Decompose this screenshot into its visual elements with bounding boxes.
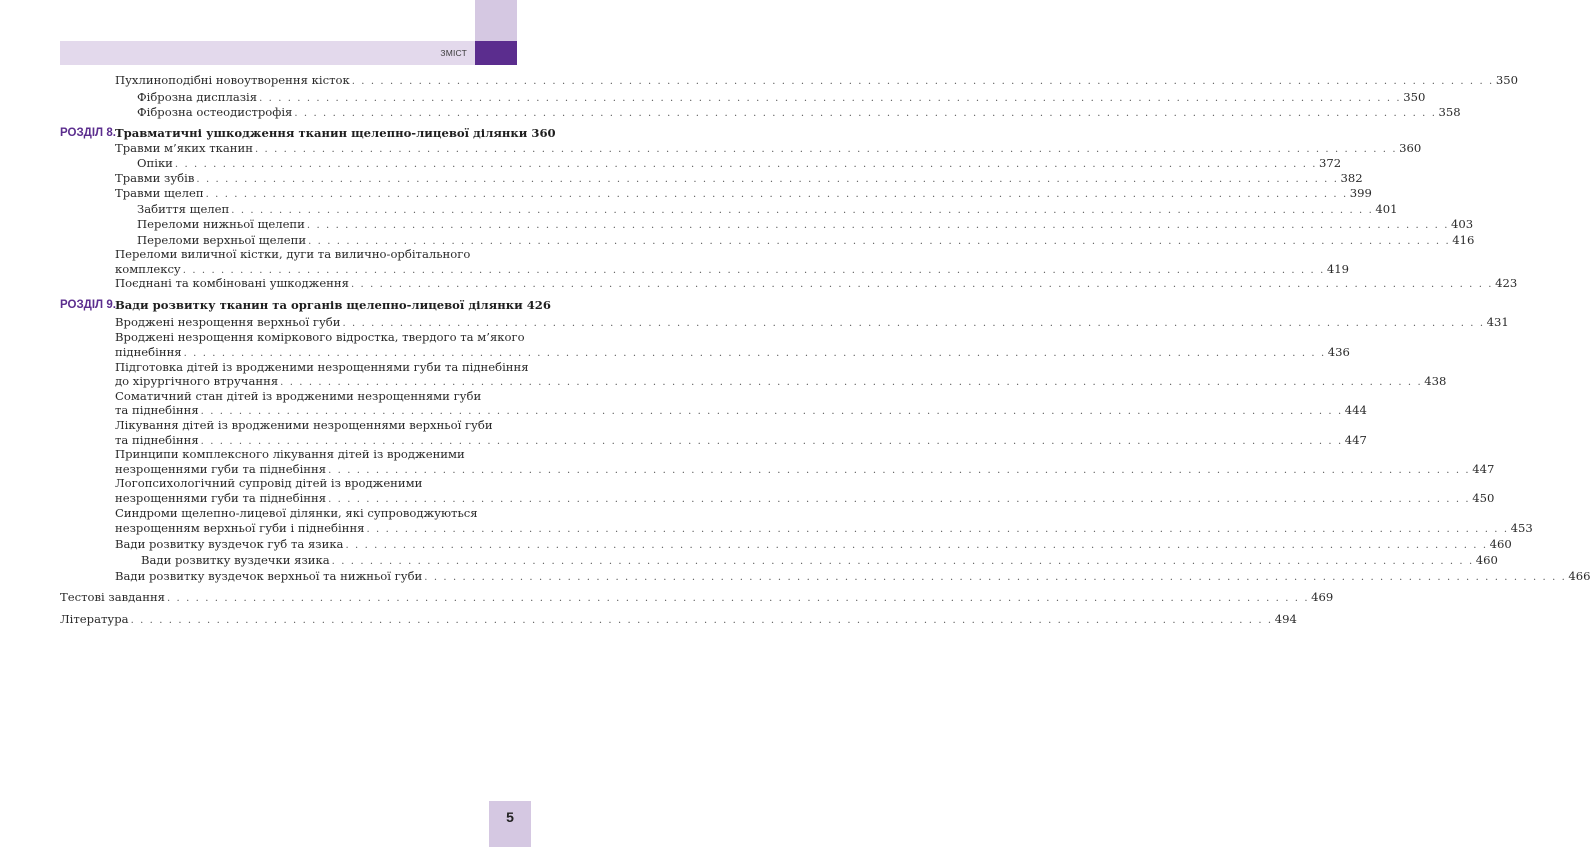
- entry-page-number: 419: [1326, 262, 1350, 276]
- entry-page-number: 403: [1451, 217, 1474, 231]
- dot-leader: . . . . . . . . . . . . . . . . . . . . . . . . . . . . . . . . . . . . . . . . . . . . . . . . . . . . . . . . . . . . . . . . . . . . . . . . . . . . . . . . . . . . . . . . . . . . . . . . . . . . . . . . . . . . . . . . . . . . . . . .: [328, 465, 1471, 476]
- section-label: ЗМІСТ: [440, 48, 467, 58]
- entry-title: Логопсихологічний супровід дітей із вродженими: [115, 476, 423, 490]
- toc-entry[interactable]: [115, 141, 1422, 156]
- entry-title: Травми м’яких тканин: [115, 141, 253, 155]
- dot-leader: . . . . . . . . . . . . . . . . . . . . . . . . . . . . . . . . . . . . . . . . . . . . . . . . . . . . . . . . . . . . . . . . . . . . . . . . . . . . . . . . . . . . . . . . . . . . . . . . . . . . . . . . . . . . . . . . . . . . . . . .: [200, 436, 1343, 447]
- entry-page-number: 469: [1311, 590, 1334, 604]
- entry-title: піднебіння: [115, 345, 182, 359]
- entry-title: Переломи нижньої щелепи: [137, 217, 305, 231]
- entry-title: Вади розвитку вуздечок верхньої та нижньої губи: [115, 569, 423, 583]
- entry-title: Фіброзна дисплазія: [137, 90, 258, 104]
- entry-page-number: 401: [1375, 202, 1398, 216]
- chapter-label: РОЗДІЛ 9.: [60, 299, 116, 311]
- toc-entry[interactable]: [115, 360, 529, 375]
- entry-title: Вади розвитку тканин та органів щелепно-лицевої ділянки: [115, 298, 523, 312]
- dot-leader: . . . . . . . . . . . . . . . . . . . . . . . . . . . . . . . . . . . . . . . . . . . . . . . . . . . . . . . . . . . . . . . . . . . . . . . . . . . . . . . . . . . . . . . . . . . . . . . . . . . . . . . . . . . . . . . . . . . . . . . .: [182, 265, 1325, 276]
- toc-entry[interactable]: [137, 105, 1461, 120]
- entry-title: Переломи виличної кістки, дуги та вилично-орбітального: [115, 247, 471, 261]
- entry-page-number: 360: [1399, 141, 1422, 155]
- entry-page-number: 447: [1344, 433, 1367, 447]
- dot-leader: . . . . . . . . . . . . . . . . . . . . . . . . . . . . . . . . . . . . . . . . . . . . . . . . . . . . . . . . . . . . . . . . . . . . . . . . . . . . . . . . . . . . . . . . . . . . . . . . . . . . . . . . . . . . . . . . . . . . . . . .: [342, 318, 1485, 329]
- toc-entry[interactable]: [137, 217, 1474, 232]
- dot-leader: . . . . . . . . . . . . . . . . . . . . . . . . . . . . . . . . . . . . . . . . . . . . . . . . . . . . . . . . . . . . . . . . . . . . . . . . . . . . . . . . . . . . . . . . . . . . . . . . . . . . . . . . . . . . . . . . . . . . . . . .: [294, 108, 1437, 119]
- entry-page-number: 431: [1486, 315, 1509, 329]
- toc-entry[interactable]: [60, 612, 1297, 627]
- dot-leader: . . . . . . . . . . . . . . . . . . . . . . . . . . . . . . . . . . . . . . . . . . . . . . . . . . . . . . . . . . . . . . . . . . . . . . . . . . . . . . . . . . . . . . . . . . . . . . . . . . . . . . . . . . . . . . . . . . . . . . . .: [308, 236, 1451, 247]
- entry-title: Лікування дітей із вродженими незрощеннями верхньої губи: [115, 418, 493, 432]
- toc-entry[interactable]: [115, 418, 493, 433]
- dot-leader: . . . . . . . . . . . . . . . . . . . . . . . . . . . . . . . . . . . . . . . . . . . . . . . . . . . . . . . . . . . . . . . . . . . . . . . . . . . . . . . . . . . . . . . . . . . . . . . . . . . . . . . . . . . . . . . . . . . . . . . .: [424, 572, 1567, 583]
- entry-page-number: 494: [1274, 612, 1297, 626]
- entry-page-number: 358: [1438, 105, 1461, 119]
- toc-entry[interactable]: [115, 345, 1350, 360]
- toc-entry[interactable]: [137, 90, 1426, 105]
- toc-entry[interactable]: [115, 447, 465, 462]
- dot-leader: . . . . . . . . . . . . . . . . . . . . . . . . . . . . . . . . . . . . . . . . . . . . . . . . . . . . . . . . . . . . . . . . . . . . . . . . . . . . . . . . . . . . . . . . . . . . . . . . . . . . . . . . . . . . . . . . . . . . . . . .: [350, 279, 1494, 290]
- entry-title: та піднебіння: [115, 403, 199, 417]
- toc-entry[interactable]: [137, 156, 1342, 171]
- toc-entry[interactable]: [115, 569, 1591, 584]
- entry-page-number: 423: [1495, 276, 1518, 290]
- toc-entry[interactable]: [141, 553, 1498, 568]
- entry-title: Синдроми щелепно-лицевої ділянки, які супроводжуються: [115, 506, 478, 520]
- entry-page-number: 350: [1495, 73, 1518, 87]
- entry-page-number: 416: [1452, 233, 1475, 247]
- entry-page-number: 382: [1340, 171, 1363, 185]
- toc-entry[interactable]: [115, 247, 470, 262]
- toc-chapter-entry[interactable]: [115, 126, 556, 141]
- entry-title: Підготовка дітей із вродженими незрощеннями губи та піднебіння: [115, 360, 529, 374]
- entry-page-number: 460: [1475, 553, 1498, 567]
- dot-leader: . . . . . . . . . . . . . . . . . . . . . . . . . . . . . . . . . . . . . . . . . . . . . . . . . . . . . . . . . . . . . . . . . . . . . . . . . . . . . . . . . . . . . . . . . . . . . . . . . . . . . . . . . . . . . . . . . . . . . . . .: [345, 540, 1488, 551]
- entry-title: Соматичний стан дітей із вродженими незрощеннями губи: [115, 389, 482, 403]
- toc-entry[interactable]: [115, 374, 1447, 389]
- dot-leader: . . . . . . . . . . . . . . . . . . . . . . . . . . . . . . . . . . . . . . . . . . . . . . . . . . . . . . . . . . . . . . . . . . . . . . . . . . . . . . . . . . . . . . . . . . . . . . . . . . . . . . . . . . . . . . . . . . . . . . . .: [231, 205, 1374, 216]
- dot-leader: . . . . . . . . . . . . . . . . . . . . . . . . . . . . . . . . . . . . . . . . . . . . . . . . . . . . . . . . . . . . . . . . . . . . . . . . . . . . . . . . . . . . . . . . . . . . . . . . . . . . . . . . . . . . . . . . . . . . . . . .: [200, 406, 1343, 417]
- entry-title: Фіброзна остеодистрофія: [137, 105, 293, 119]
- toc-entry[interactable]: [137, 233, 1475, 248]
- page-number: 5: [506, 809, 514, 825]
- chapter-label: РОЗДІЛ 8.: [60, 127, 116, 139]
- entry-title: Забиття щелеп: [137, 202, 230, 216]
- toc-entry[interactable]: [115, 521, 1533, 536]
- entry-title: Вади розвитку вуздечки язика: [141, 553, 330, 567]
- dot-leader: . . . . . . . . . . . . . . . . . . . . . . . . . . . . . . . . . . . . . . . . . . . . . . . . . . . . . . . . . . . . . . . . . . . . . . . . . . . . . . . . . . . . . . . . . . . . . . . . . . . . . . . . . . . . . . . . . . . . . . . .: [259, 93, 1402, 104]
- entry-title: Поєднані та комбіновані ушкодження: [115, 276, 349, 290]
- entry-title: Травматичні ушкодження тканин щелепно-лицевої ділянки: [115, 126, 528, 140]
- dot-leader: . . . . . . . . . . . . . . . . . . . . . . . . . . . . . . . . . . . . . . . . . . . . . . . . . . . . . . . . . . . . . . . . . . . . . . . . . . . . . . . . . . . . . . . . . . . . . . . . . . . . . . . . . . . . . . . . . . . . . . . .: [306, 220, 1450, 231]
- entry-page-number: 399: [1349, 186, 1372, 200]
- toc-entry[interactable]: [115, 276, 1518, 291]
- entry-title: Пухлиноподібні новоутворення кісток: [115, 73, 350, 87]
- toc-entry[interactable]: [115, 186, 1372, 201]
- entry-page-number: 436: [1327, 345, 1350, 359]
- entry-title: комплексу: [115, 262, 181, 276]
- dot-leader: . . . . . . . . . . . . . . . . . . . . . . . . . . . . . . . . . . . . . . . . . . . . . . . . . . . . . . . . . . . . . . . . . . . . . . . . . . . . . . . . . . . . . . . . . . . . . . . . . . . . . . . . . . . . . . . . . . . . . . . .: [196, 174, 1339, 185]
- toc-entry[interactable]: [115, 73, 1518, 88]
- entry-title: Опіки: [137, 156, 173, 170]
- entry-title: Переломи верхньої щелепи: [137, 233, 307, 247]
- toc-chapter-entry[interactable]: [115, 298, 551, 313]
- entry-page-number: 460: [1489, 537, 1512, 551]
- dot-leader: . . . . . . . . . . . . . . . . . . . . . . . . . . . . . . . . . . . . . . . . . . . . . . . . . . . . . . . . . . . . . . . . . . . . . . . . . . . . . . . . . . . . . . . . . . . . . . . . . . . . . . . . . . . . . . . . . . . . . . . .: [280, 377, 1423, 388]
- dot-leader: . . . . . . . . . . . . . . . . . . . . . . . . . . . . . . . . . . . . . . . . . . . . . . . . . . . . . . . . . . . . . . . . . . . . . . . . . . . . . . . . . . . . . . . . . . . . . . . . . . . . . . . . . . . . . . . . . . . . . . . .: [328, 494, 1471, 505]
- toc-entry[interactable]: [115, 537, 1512, 552]
- dot-leader: . . . . . . . . . . . . . . . . . . . . . . . . . . . . . . . . . . . . . . . . . . . . . . . . . . . . . . . . . . . . . . . . . . . . . . . . . . . . . . . . . . . . . . . . . . . . . . . . . . . . . . . . . . . . . . . . . . . . . . . .: [130, 615, 1273, 626]
- toc-entry[interactable]: [115, 315, 1509, 330]
- toc-entry[interactable]: [115, 389, 481, 404]
- entry-page-number: 438: [1424, 374, 1447, 388]
- entry-title: незрощеннями губи та піднебіння: [115, 462, 327, 476]
- entry-title: незрощенням верхньої губи і піднебіння: [115, 521, 365, 535]
- dot-leader: . . . . . . . . . . . . . . . . . . . . . . . . . . . . . . . . . . . . . . . . . . . . . . . . . . . . . . . . . . . . . . . . . . . . . . . . . . . . . . . . . . . . . . . . . . . . . . . . . . . . . . . . . . . . . . . . . . . . . . . .: [174, 159, 1318, 170]
- entry-title: Література: [60, 612, 129, 626]
- dot-leader: . . . . . . . . . . . . . . . . . . . . . . . . . . . . . . . . . . . . . . . . . . . . . . . . . . . . . . . . . . . . . . . . . . . . . . . . . . . . . . . . . . . . . . . . . . . . . . . . . . . . . . . . . . . . . . . . . . . . . . . .: [351, 76, 1494, 87]
- entry-title: Травми щелеп: [115, 186, 204, 200]
- dot-leader: . . . . . . . . . . . . . . . . . . . . . . . . . . . . . . . . . . . . . . . . . . . . . . . . . . . . . . . . . . . . . . . . . . . . . . . . . . . . . . . . . . . . . . . . . . . . . . . . . . . . . . . . . . . . . . . . . . . . . . . .: [183, 348, 1326, 359]
- entry-title: Вроджені незрощення верхньої губи: [115, 315, 341, 329]
- entry-page-number: 360: [531, 126, 556, 140]
- corner-tab-decoration: [475, 0, 517, 41]
- toc-entry[interactable]: [115, 462, 1495, 477]
- toc-entry[interactable]: [60, 590, 1334, 605]
- toc-entry[interactable]: [115, 262, 1350, 277]
- dot-leader: . . . . . . . . . . . . . . . . . . . . . . . . . . . . . . . . . . . . . . . . . . . . . . . . . . . . . . . . . . . . . . . . . . . . . . . . . . . . . . . . . . . . . . . . . . . . . . . . . . . . . . . . . . . . . . . . . . . . . . . .: [205, 189, 1348, 200]
- dot-leader: . . . . . . . . . . . . . . . . . . . . . . . . . . . . . . . . . . . . . . . . . . . . . . . . . . . . . . . . . . . . . . . . . . . . . . . . . . . . . . . . . . . . . . . . . . . . . . . . . . . . . . . . . . . . . . . . . . . . . . . .: [166, 593, 1310, 604]
- entry-title: Принципи комплексного лікування дітей із вродженими: [115, 447, 465, 461]
- entry-title: Тестові завдання: [60, 590, 165, 604]
- entry-title: Вади розвитку вуздечок губ та язика: [115, 537, 344, 551]
- toc-entry[interactable]: [115, 171, 1363, 186]
- entry-title: до хірургічного втручання: [115, 374, 279, 388]
- entry-page-number: 453: [1510, 521, 1533, 535]
- toc-entry[interactable]: [115, 403, 1367, 418]
- entry-page-number: 450: [1472, 491, 1495, 505]
- toc-entry[interactable]: [115, 433, 1367, 448]
- entry-page-number: 350: [1403, 90, 1426, 104]
- entry-page-number: 447: [1472, 462, 1495, 476]
- page-number-box: [489, 801, 531, 847]
- entry-page-number: 444: [1344, 403, 1367, 417]
- dot-leader: . . . . . . . . . . . . . . . . . . . . . . . . . . . . . . . . . . . . . . . . . . . . . . . . . . . . . . . . . . . . . . . . . . . . . . . . . . . . . . . . . . . . . . . . . . . . . . . . . . . . . . . . . . . . . . . . . . . . . . . .: [255, 144, 1398, 155]
- entry-page-number: 466: [1568, 569, 1591, 583]
- entry-title: та піднебіння: [115, 433, 199, 447]
- dot-leader: . . . . . . . . . . . . . . . . . . . . . . . . . . . . . . . . . . . . . . . . . . . . . . . . . . . . . . . . . . . . . . . . . . . . . . . . . . . . . . . . . . . . . . . . . . . . . . . . . . . . . . . . . . . . . . . . . . . . . . . .: [366, 524, 1509, 535]
- entry-page-number: 426: [526, 298, 551, 312]
- entry-title: Вроджені незрощення коміркового відростка, твердого та м’якого: [115, 330, 525, 344]
- header-accent-block: [475, 41, 517, 65]
- toc-entry[interactable]: [115, 476, 422, 491]
- entry-page-number: 372: [1319, 156, 1342, 170]
- running-header: [60, 41, 475, 65]
- toc-entry[interactable]: [115, 491, 1495, 506]
- toc-entry[interactable]: [115, 506, 478, 521]
- dot-leader: . . . . . . . . . . . . . . . . . . . . . . . . . . . . . . . . . . . . . . . . . . . . . . . . . . . . . . . . . . . . . . . . . . . . . . . . . . . . . . . . . . . . . . . . . . . . . . . . . . . . . . . . . . . . . . . . . . . . . . . .: [331, 556, 1474, 567]
- toc-entry[interactable]: [137, 202, 1398, 217]
- entry-title: Травми зубів: [115, 171, 195, 185]
- toc-entry[interactable]: [115, 330, 525, 345]
- entry-title: незрощеннями губи та піднебіння: [115, 491, 327, 505]
